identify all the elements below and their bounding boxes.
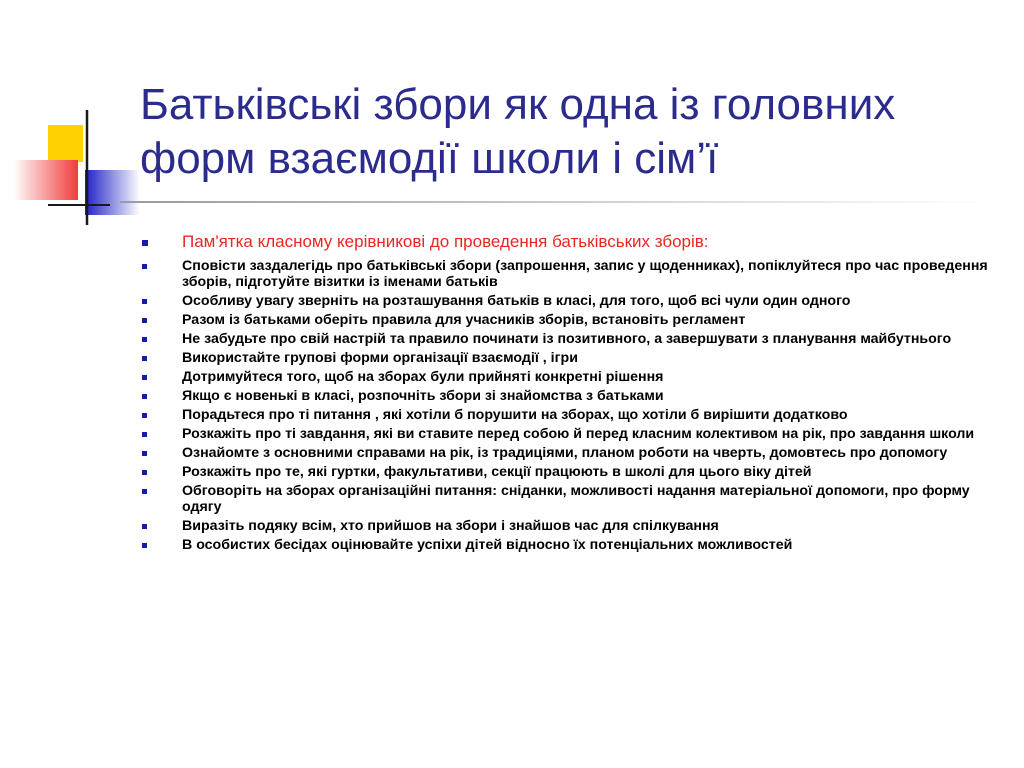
list-item — [142, 407, 1002, 423]
list-item — [142, 388, 1002, 404]
bullet-list — [142, 231, 1002, 556]
deco-red-bar — [13, 160, 78, 200]
deco-yellow-square — [48, 125, 83, 162]
bullet-icon — [142, 240, 148, 246]
list-item-text: Якщо є новенькі в класі, розпочніть збори зі знайомства з батьками — [182, 388, 664, 404]
list-item — [142, 483, 1002, 515]
bullet-icon — [142, 432, 147, 437]
bullet-icon — [142, 524, 147, 529]
bullet-icon — [142, 264, 147, 269]
bullet-icon — [142, 299, 147, 304]
intro-text: Пам'ятка класному керівникові до проведення батьківських зборів: — [182, 232, 709, 251]
list-item-text: В особистих бесідах оцінювайте успіхи дітей відносно їх потенціальних можливостей — [182, 537, 793, 553]
bullet-icon — [142, 356, 147, 361]
bullet-icon — [142, 375, 147, 380]
list-item-text: Використайте групові форми організації взаємодії , ігри — [182, 350, 578, 366]
list-item-text: Особливу увагу зверніть на розташування батьків в класі, для того, щоб всі чули один одного — [182, 293, 851, 309]
bullet-icon — [142, 394, 147, 399]
bullet-icon — [142, 543, 147, 548]
list-item-intro — [142, 231, 1002, 253]
list-item — [142, 537, 1002, 553]
list-item — [142, 464, 1002, 480]
bullet-icon — [142, 337, 147, 342]
list-item — [142, 331, 1002, 347]
bullet-icon — [142, 413, 147, 418]
list-item — [142, 426, 1002, 442]
list-item-text: Разом із батьками оберіть правила для учасників зборів, встановіть регламент — [182, 312, 746, 328]
list-item — [142, 312, 1002, 328]
list-item-text: Дотримуйтеся того, щоб на зборах були прийняті конкретні рішення — [182, 369, 664, 385]
bullet-icon — [142, 451, 147, 456]
title-line: форм взаємодії школи і сім’ї — [140, 134, 719, 183]
list-item-text: Обговоріть на зборах організаційні питання: сніданки, можливості надання матеріальної допомоги, про форму одягу — [182, 483, 970, 515]
list-item-text: Розкажіть про те, які гуртки, факультативи, секції працюють в школі для цього віку дітей — [182, 464, 812, 480]
title-line: Батьківські збори як одна із головних — [140, 80, 896, 129]
list-item — [142, 445, 1002, 461]
list-item — [142, 350, 1002, 366]
bullet-icon — [142, 489, 147, 494]
list-item-text: Сповісти заздалегідь про батьківські збори (запрошення, запис у щоденниках), попіклуйтеся про час проведення зборів, підготуйте візитки із іменами батьків — [182, 258, 988, 290]
title-divider — [120, 201, 990, 203]
list-item — [142, 258, 1002, 290]
deco-blue-bar — [85, 170, 140, 215]
list-item — [142, 293, 1002, 309]
list-item — [142, 518, 1002, 534]
slide-title — [140, 78, 1000, 186]
list-item-text: Розкажіть про ті завдання, які ви ставите перед собою й перед класним колективом на рік, про завдання школи — [182, 426, 975, 442]
list-item — [142, 369, 1002, 385]
bullet-icon — [142, 470, 147, 475]
list-item-text: Ознайомте з основними справами на рік, із традиціями, планом роботи на чверть, домовтесь про допомогу — [182, 445, 948, 461]
bullet-icon — [142, 318, 147, 323]
list-item-text: Не забудьте про свій настрій та правило починати із позитивного, а завершувати з планування майбутнього — [182, 331, 952, 347]
list-item-text: Порадьтеся про ті питання , які хотіли б порушити на зборах, що хотіли б вирішити додатково — [182, 407, 848, 423]
list-item-text: Виразіть подяку всім, хто прийшов на збори і знайшов час для спілкування — [182, 518, 719, 534]
